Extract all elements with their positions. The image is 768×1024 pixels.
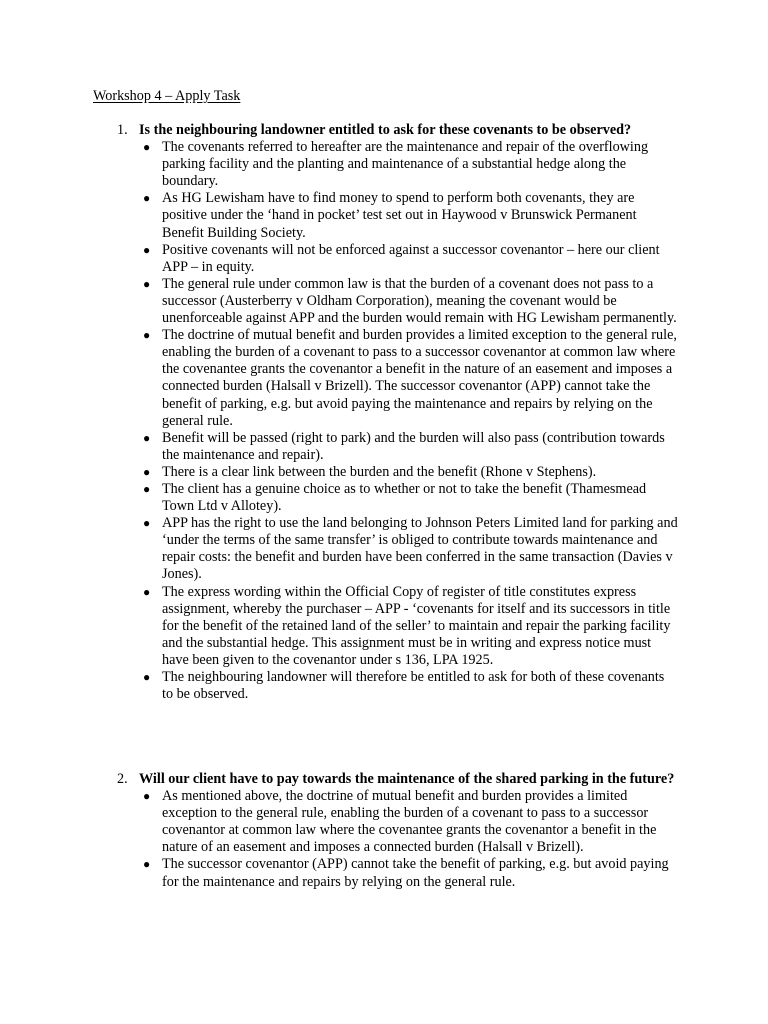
bullet-icon: ●: [143, 464, 151, 479]
list-item-text: There is a clear link between the burden and the benefit (Rhone v Stephens).: [162, 463, 597, 480]
list-item-text: The client has a genuine choice as to whether or not to take the benefit (Thamesmead Town Ltd v Allotey).: [162, 480, 647, 515]
question-heading: [0, 771, 679, 788]
list-item: [0, 669, 678, 703]
list-item: [0, 481, 678, 515]
bullet-icon: ●: [143, 430, 151, 445]
list-item: [0, 190, 678, 241]
list-item-text: As mentioned above, the doctrine of mutual benefit and burden provides a limited exception to the general rule, enabling the burden of a covenant to pass to a successor covenantor at common law where the covenantee grants the covenantor a benefit in the nature of an easement and imposes a connected burden (Halsall v Brizell).: [162, 788, 657, 856]
list-item: [0, 139, 678, 190]
bullet-list: [0, 788, 768, 891]
list-item: [0, 327, 678, 430]
bullet-icon: ●: [143, 191, 151, 206]
list-item-text: The successor covenantor (APP) cannot take the benefit of parking, e.g. but avoid paying for the maintenance and repairs by relying on the general rule.: [162, 856, 669, 890]
list-item: [0, 584, 678, 669]
bullet-icon: ●: [143, 328, 151, 343]
bullet-icon: ●: [143, 242, 151, 257]
list-item-text: The express wording within the Official Copy of register of title constitutes express assignment, whereby the purchaser – APP - ‘covenants for itself and its successors in title for the benefit of the retained land of the seller’ to maintain and repair the parking facility and the substantial hedge. This assignment must be in writing and express notice must have been given to the covenantor under s 136, LPA 1925.: [162, 583, 671, 668]
list-item-text: APP has the right to use the land belonging to Johnson Peters Limited land for parking and ‘under the terms of the same transfer’ is obliged to contribute towards maintenance and repair costs: the benefit and burden have been conferred in the same transaction (Davies v Jones).: [162, 515, 678, 583]
list-item: [0, 276, 678, 327]
list-item: [0, 464, 678, 481]
document-title: Workshop 4 – Apply Task: [93, 88, 241, 104]
question-1: [0, 122, 768, 703]
bullet-icon: ●: [143, 481, 151, 496]
question-heading: [0, 122, 679, 139]
list-item: [0, 430, 678, 464]
question-number: 2.: [117, 771, 128, 787]
question-text: Will our client have to pay towards the maintenance of the shared parking in the future?: [139, 771, 675, 787]
list-item-text: The general rule under common law is that the burden of a covenant does not pass to a successor (Austerberry v Oldham Corporation), meaning the covenant would be unenforceable against APP and the burden would remain with HG Lewisham permanently.: [162, 275, 677, 327]
list-item: [0, 788, 678, 856]
bullet-icon: ●: [143, 857, 151, 872]
list-item-text: Positive covenants will not be enforced against a successor covenantor – here our client APP – in equity.: [162, 241, 660, 275]
list-item: [0, 856, 678, 890]
list-item: [0, 242, 678, 276]
bullet-list: [0, 139, 768, 703]
list-item: [0, 515, 678, 583]
question-2: [0, 771, 768, 891]
question-text: Is the neighbouring landowner entitled to ask for these covenants to be observed?: [139, 122, 632, 138]
list-item-text: As HG Lewisham have to find money to spend to perform both covenants, they are positive under the ‘hand in pocket’ test set out in Haywood v Brunswick Permanent Benefit Building Society.: [162, 190, 637, 241]
bullet-icon: ●: [143, 140, 151, 155]
list-item-text: The neighbouring landowner will therefore be entitled to ask for both of these covenants to be observed.: [162, 669, 665, 703]
bullet-icon: ●: [143, 670, 151, 684]
list-item-text: The doctrine of mutual benefit and burden provides a limited exception to the general rule, enabling the burden of a covenant to pass to a successor covenantor at common law where the covenantee grants the covenantor a benefit in the nature of an easement and imposes a connected burden (Halsall v Brizell). The successor covenantor (APP) cannot take the benefit of parking, e.g. but avoid paying the maintenance and repairs by relying on the general rule.: [162, 327, 677, 429]
list-item-text: The covenants referred to hereafter are the maintenance and repair of the overflowing parking facility and the planting and maintenance of a substantial hedge along the boundary.: [162, 139, 649, 190]
question-number: 1.: [117, 122, 128, 138]
bullet-icon: ●: [143, 789, 151, 804]
bullet-icon: ●: [143, 584, 151, 599]
bullet-icon: ●: [143, 276, 151, 291]
list-item-text: Benefit will be passed (right to park) and the burden will also pass (contribution towards the maintenance and repair).: [162, 429, 665, 463]
bullet-icon: ●: [143, 516, 151, 531]
